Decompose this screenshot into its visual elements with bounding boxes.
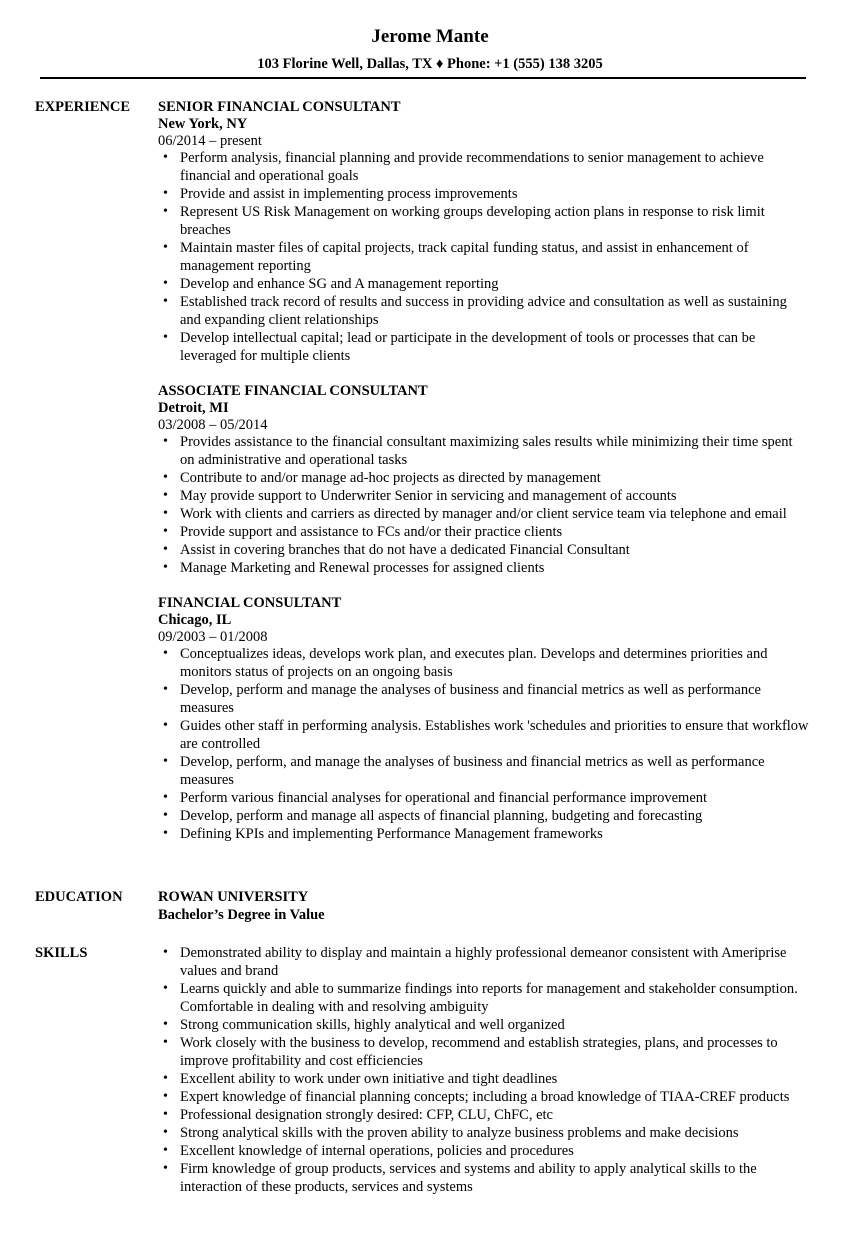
- job-bullet: • Contribute to and/or manage ad-hoc projects as directed by management: [158, 469, 810, 487]
- job-location: Detroit, MI: [158, 400, 229, 416]
- job-bullet: • Perform analysis, financial planning and provide recommendations to senior management to achieve financial and operational goals: [158, 149, 810, 185]
- job-bullet: • Provide support and assistance to FCs and/or their practice clients: [158, 523, 810, 541]
- job-bullet: • Guides other staff in performing analysis. Establishes work 'schedules and priorities to ensure that workflow are controlled: [158, 717, 810, 753]
- experience-body: [158, 98, 848, 860]
- job-bullet: • May provide support to Underwriter Senior in servicing and management of accounts: [158, 487, 810, 505]
- job-bullet: • Develop intellectual capital; lead or participate in the development of tools or processes that can be leveraged for multiple clients: [158, 329, 810, 365]
- job-dates: 09/2003 – 01/2008: [158, 629, 268, 645]
- skills-body: [158, 944, 848, 1196]
- skill-item: • Work closely with the business to develop, recommend and establish strategies, plans, and processes to improve profitability and cost efficiencies: [158, 1034, 810, 1070]
- job-bullet: • Represent US Risk Management on working groups developing action plans in response to risk limit breaches: [158, 203, 810, 239]
- job-location: New York, NY: [158, 116, 248, 132]
- job-bullet: • Assist in covering branches that do not have a dedicated Financial Consultant: [158, 541, 810, 559]
- skill-item: • Excellent knowledge of internal operations, policies and procedures: [158, 1142, 810, 1160]
- contact-line: 103 Florine Well, Dallas, TX ♦ Phone: +1 (555) 138 3205: [257, 56, 603, 72]
- skill-item: • Excellent ability to work under own initiative and tight deadlines: [158, 1070, 810, 1088]
- skill-item: • Strong analytical skills with the proven ability to analyze business problems and make decisions: [158, 1124, 810, 1142]
- degree-name: Bachelor’s Degree in Value: [158, 907, 325, 923]
- job-bullet: • Manage Marketing and Renewal processes for assigned clients: [158, 559, 810, 577]
- skill-item: • Firm knowledge of group products, services and systems and ability to apply analytical skills to the interaction of these products, services and systems: [158, 1160, 810, 1196]
- job-location: Chicago, IL: [158, 612, 232, 628]
- job-entry: [158, 98, 848, 365]
- job-dates: 06/2014 – present: [158, 133, 262, 149]
- job-bullet: • Established track record of results and success in providing advice and consultation as well as sustaining and expanding client relationships: [158, 293, 810, 329]
- resume-header: [0, 26, 860, 73]
- section-label-experience: EXPERIENCE: [35, 99, 131, 115]
- job-title: SENIOR FINANCIAL CONSULTANT: [158, 99, 401, 115]
- job-bullet: • Provide and assist in implementing process improvements: [158, 185, 810, 203]
- skills-list: [158, 944, 848, 1196]
- skill-item: • Strong communication skills, highly analytical and well organized: [158, 1016, 810, 1034]
- job-bullet: • Perform various financial analyses for operational and financial performance improvement: [158, 789, 810, 807]
- job-bullet-list: [158, 433, 848, 577]
- job-title: FINANCIAL CONSULTANT: [158, 595, 342, 611]
- skill-item: • Expert knowledge of financial planning concepts; including a broad knowledge of TIAA-CREF products: [158, 1088, 810, 1106]
- job-bullet: • Develop, perform and manage the analyses of business and financial metrics as well as performance measures: [158, 681, 810, 717]
- job-bullet: • Provides assistance to the financial consultant maximizing sales results while minimizing their time spent on administrative and operational tasks: [158, 433, 810, 469]
- school-name: ROWAN UNIVERSITY: [158, 889, 309, 905]
- job-bullet: • Develop, perform and manage all aspects of financial planning, budgeting and forecasting: [158, 807, 810, 825]
- skill-item: • Professional designation strongly desired: CFP, CLU, ChFC, etc: [158, 1106, 810, 1124]
- education-body: [158, 888, 848, 924]
- job-entry: [158, 594, 848, 843]
- candidate-name: Jerome Mante: [371, 26, 489, 47]
- section-label-education: EDUCATION: [35, 889, 123, 905]
- job-dates: 03/2008 – 05/2014: [158, 417, 268, 433]
- skill-item: • Learns quickly and able to summarize findings into reports for management and stakeholder consumption. Comfortable in dealing with and resolving ambiguity: [158, 980, 810, 1016]
- job-bullet-list: [158, 645, 848, 843]
- skill-item: • Demonstrated ability to display and maintain a highly professional demeanor consistent with Ameriprise values and brand: [158, 944, 810, 980]
- job-title: ASSOCIATE FINANCIAL CONSULTANT: [158, 383, 428, 399]
- section-label-skills: SKILLS: [35, 945, 88, 961]
- job-bullet: • Defining KPIs and implementing Performance Management frameworks: [158, 825, 810, 843]
- job-bullet: • Develop and enhance SG and A management reporting: [158, 275, 810, 293]
- job-entry: [158, 382, 848, 577]
- header-divider: [40, 77, 806, 79]
- job-bullet: • Maintain master files of capital projects, track capital funding status, and assist in enhancement of management reporting: [158, 239, 810, 275]
- job-bullet: • Work with clients and carriers as directed by manager and/or client service team via telephone and email: [158, 505, 810, 523]
- job-bullet-list: [158, 149, 848, 365]
- job-bullet: • Conceptualizes ideas, develops work plan, and executes plan. Develops and determines priorities and monitors status of projects on an ongoing basis: [158, 645, 810, 681]
- job-bullet: • Develop, perform, and manage the analyses of business and financial metrics as well as performance measures: [158, 753, 810, 789]
